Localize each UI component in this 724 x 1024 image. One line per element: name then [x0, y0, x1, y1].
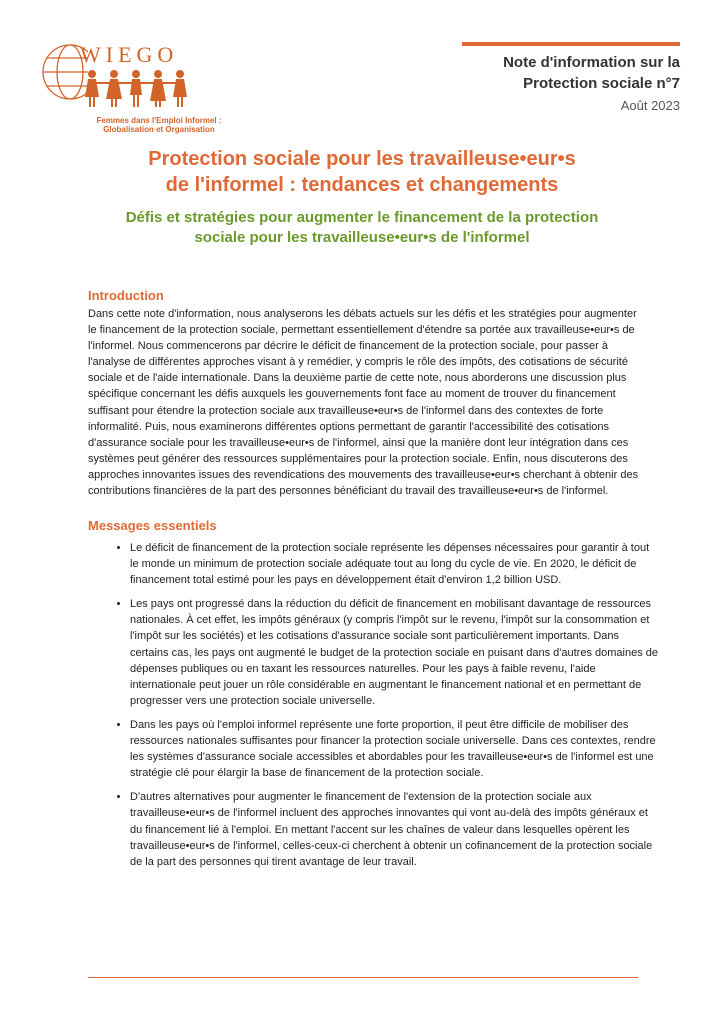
- introduction-body: Dans cette note d'information, nous analyserons les débats actuels sur les défis et les stratégies pour augmenter le financement de la protection sociale, permettant essentiellement d'étendre sa portée aux travailleuse•eur•s de l'informel. Nous commencerons par décrire le déficit de financement de la protection sociale, pour passer à l'analyse de différentes approches visant à y remédier, y compris le rôle des impôts, des cotisations de sécurité sociale et de l'aide internationale. Dans la deuxième partie de cette note, nous aborderons une discussion plus spécifique concernant les défis auxquels les gouvernements font face au moment de trouver du financement suffisant pour étendre la protection sociale aux travailleuse•eur•s de l'informel dans des contextes de forte informalité. Puis, nous examinerons différentes options permettant de garantir l'accessibilité des cotisations d'assurance sociale pour les travailleuse•eur•s de l'informel, ainsi que la manière dont leur intégration dans ces systèmes peut générer des ressources supplémentaires pour la protection sociale. Enfin, nous discuterons des approches innovantes issues des revendications des mouvements des travailleuse•eur•s cherchant à obtenir des contributions financières de la part des personnes bénéficiant du travail des travailleuse•eur•s de l'informel.: [88, 308, 639, 498]
- list-item: • Les pays ont progressé dans la réduction du déficit de financement en mobilisant davantage de ressources nationales. À cet effet, les impôts généraux (y compris l'impôt sur le revenu, l'impôt sur la consommation et l'impôt sur les sociétés) et les cotisations d'assurance sociale sont particulièrement importants. Dans certains cas, les pays ont augmenté le budget de la protection sociale en puisant dans d'autres domaines de dépenses publiques ou en taxant les ressources naturelles. Pour les pays à faible revenu, l'aide internationale peut jouer un rôle considérable en augmentant le financement national et en permettant de progresser vers une protection sociale universelle.: [130, 596, 660, 709]
- page-subtitle: Défis et stratégies pour augmenter le financement de la protection sociale pour les travailleuse•eur•s de l'informel: [125, 209, 599, 246]
- list-item: • Le déficit de financement de la protection sociale représente les dépenses nécessaires pour garantir à tout le monde un minimum de protection sociale adéquate tout au long du cycle de vie. En 2020, le déficit de financement total estimé pour les pays en développement était d'environ 1,2 billion USD.: [130, 540, 660, 588]
- logo-tagline: Femmes dans l'Emploi Informel : Globalisation et Organisation: [96, 116, 222, 134]
- key-messages-heading: Messages essentiels: [88, 518, 217, 533]
- logo-wordmark: WIEGO: [80, 42, 179, 67]
- wiego-logo: [40, 40, 222, 135]
- introduction-heading: Introduction: [88, 288, 164, 303]
- footer-divider: [88, 977, 638, 978]
- publication-date: Août 2023: [620, 98, 680, 113]
- list-item: • Dans les pays où l'emploi informel représente une forte proportion, il peut être difficile de mobiliser des ressources nationales suffisantes pour financer la protection sociale universelle. Dans ces contextes, rendre les systèmes d'assurance sociale accessibles et abordables pour les travailleuse•eur•s de l'informel est une stratégie clé pour élargir la base de financement de la protection sociale.: [130, 717, 660, 781]
- series-title: Note d'information sur la Protection sociale n°7: [503, 54, 680, 92]
- worker-figures-icon: [82, 68, 222, 112]
- page-title: Protection sociale pour les travailleuse•eur•s de l'informel : tendances et changements: [148, 148, 576, 196]
- key-messages-list: [110, 540, 660, 878]
- list-item: • D'autres alternatives pour augmenter le financement de l'extension de la protection sociale aux travailleuse•eur•s de l'informel incluent des approches innovantes qui vont au-delà des impôts généraux et du financement lié à l'emploi. En mettant l'accent sur les chaînes de valeur dans lesquelles opèrent les travailleuse•eur•s de l'informel, celles-ceux-ci cherchent à obtenir un cofinancement de la protection sociale de la part des personnes qui tirent avantage de leur travail.: [130, 789, 660, 869]
- header-accent-bar: [462, 42, 680, 46]
